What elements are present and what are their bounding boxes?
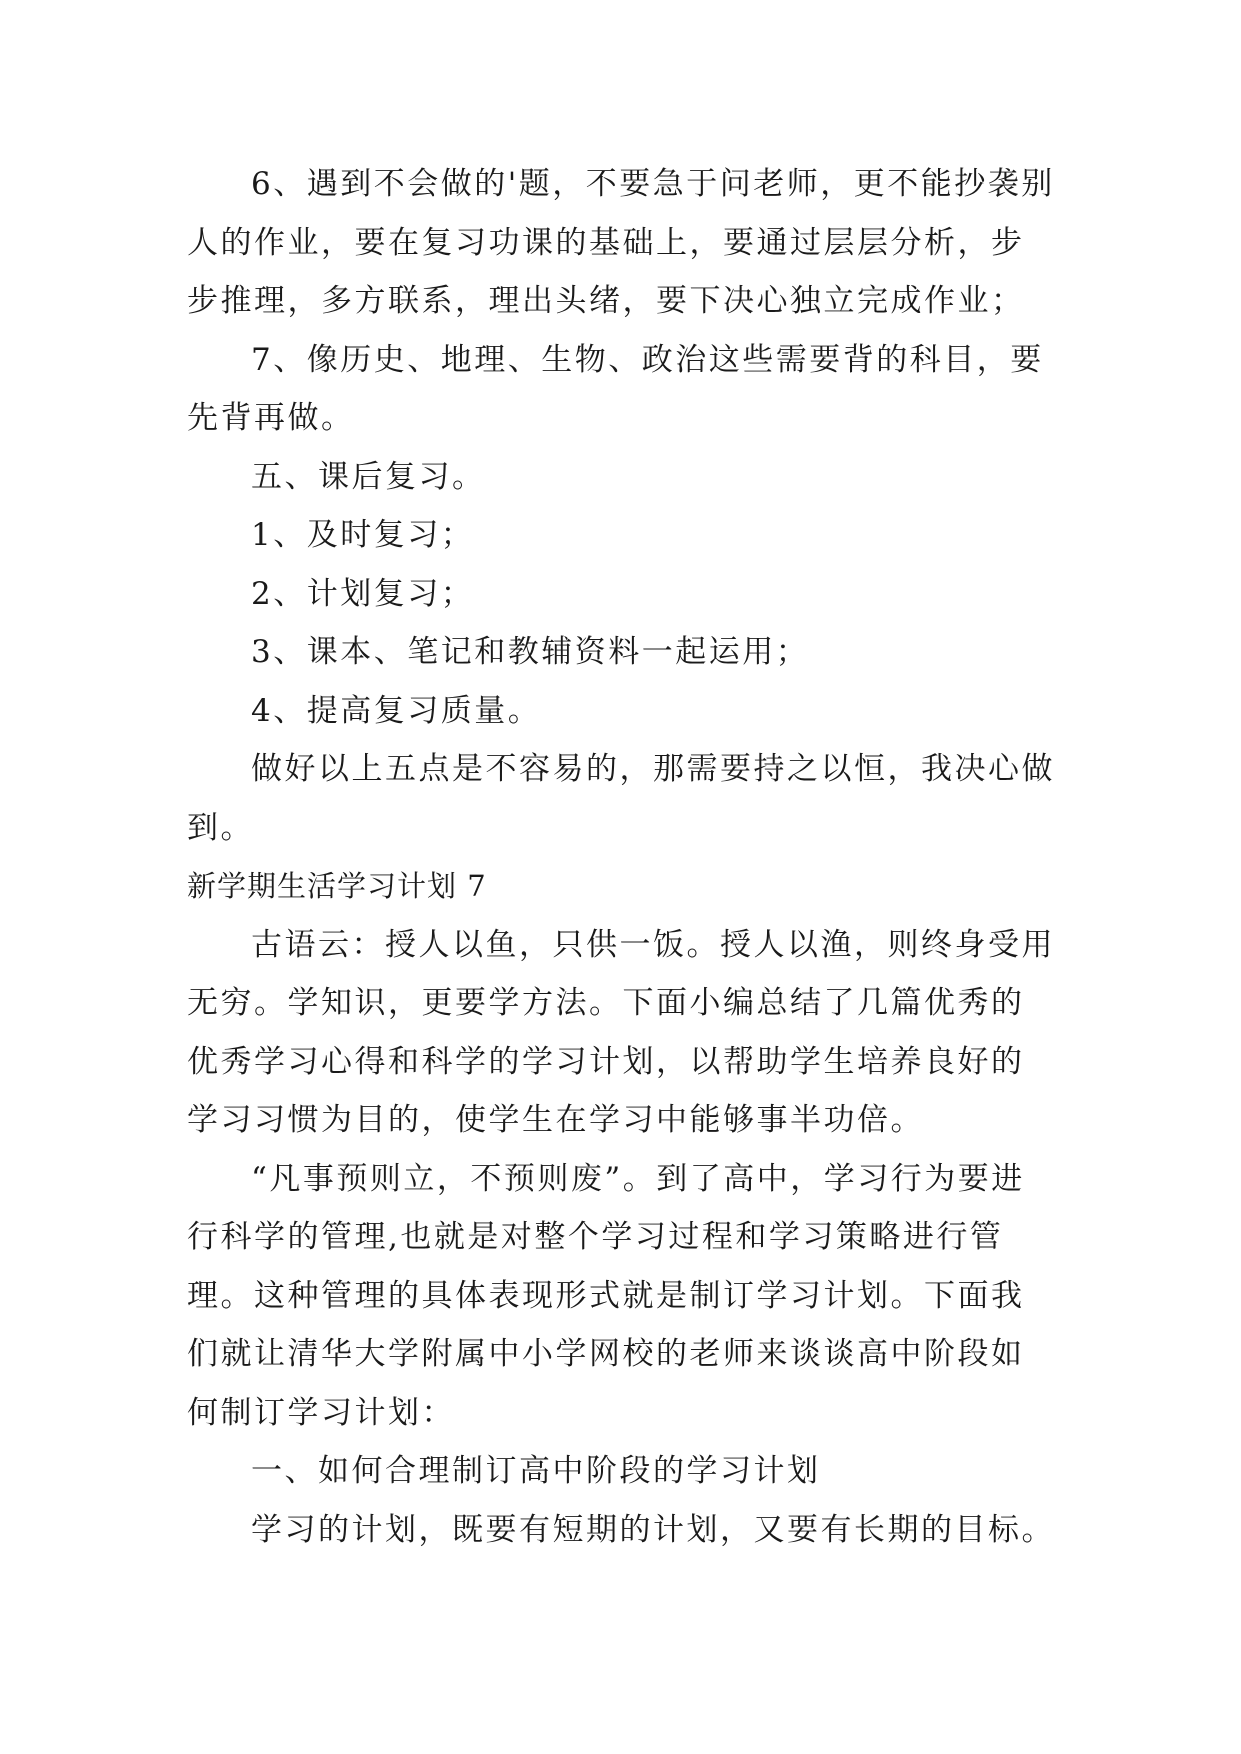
section-heading: 一、如何合理制订高中阶段的学习计划 <box>251 1453 821 1489</box>
section-heading: 五、课后复习。 <box>251 458 486 495</box>
list-item: 2、计划复习； <box>251 575 475 612</box>
paragraph: 古语云：授人以鱼，只供一饭。授人以渔，则终身受用无穷。学知识，更要学方法。下面小编总结了几篇优秀的优秀学习心得和科学的学习计划，以帮助学生培养良好的学习习惯为目的，使学生在学习中能够事半功倍。 <box>187 926 1055 1138</box>
article-title: 新学期生活学习计划 7 <box>187 869 487 903</box>
paragraph: 7、像历史、地理、生物、政治这些需要背的科目，要先背再做。 <box>187 341 1044 436</box>
list-item: 3、课本、笔记和教辅资料一起运用； <box>251 634 810 670</box>
paragraph: 6、遇到不会做的'题，不要急于问老师，更不能抄袭别人的作业，要在复习功课的基础上，要通过层层分析，步步推理，多方联系，理出头绪，要下决心独立完成作业； <box>187 166 1055 319</box>
document-body <box>187 155 1057 1559</box>
paragraph: 学习的计划，既要有短期的计划，又要有长期的目标。 <box>251 1511 1055 1548</box>
paragraph: 做好以上五点是不容易的，那需要持之以恒，我决心做到。 <box>187 751 1055 846</box>
list-item: 4、提高复习质量。 <box>251 692 542 729</box>
list-item: 1、及时复习； <box>251 517 475 553</box>
paragraph: “凡事预则立，不预则废”。到了高中，学习行为要进行科学的管理,也就是对整个学习过程和学习策略进行管理。这种管理的具体表现形式就是制订学习计划。下面我们就让清华大学附属中小学网校的老师来谈谈高中阶段如何制订学习计划： <box>187 1160 1025 1431</box>
